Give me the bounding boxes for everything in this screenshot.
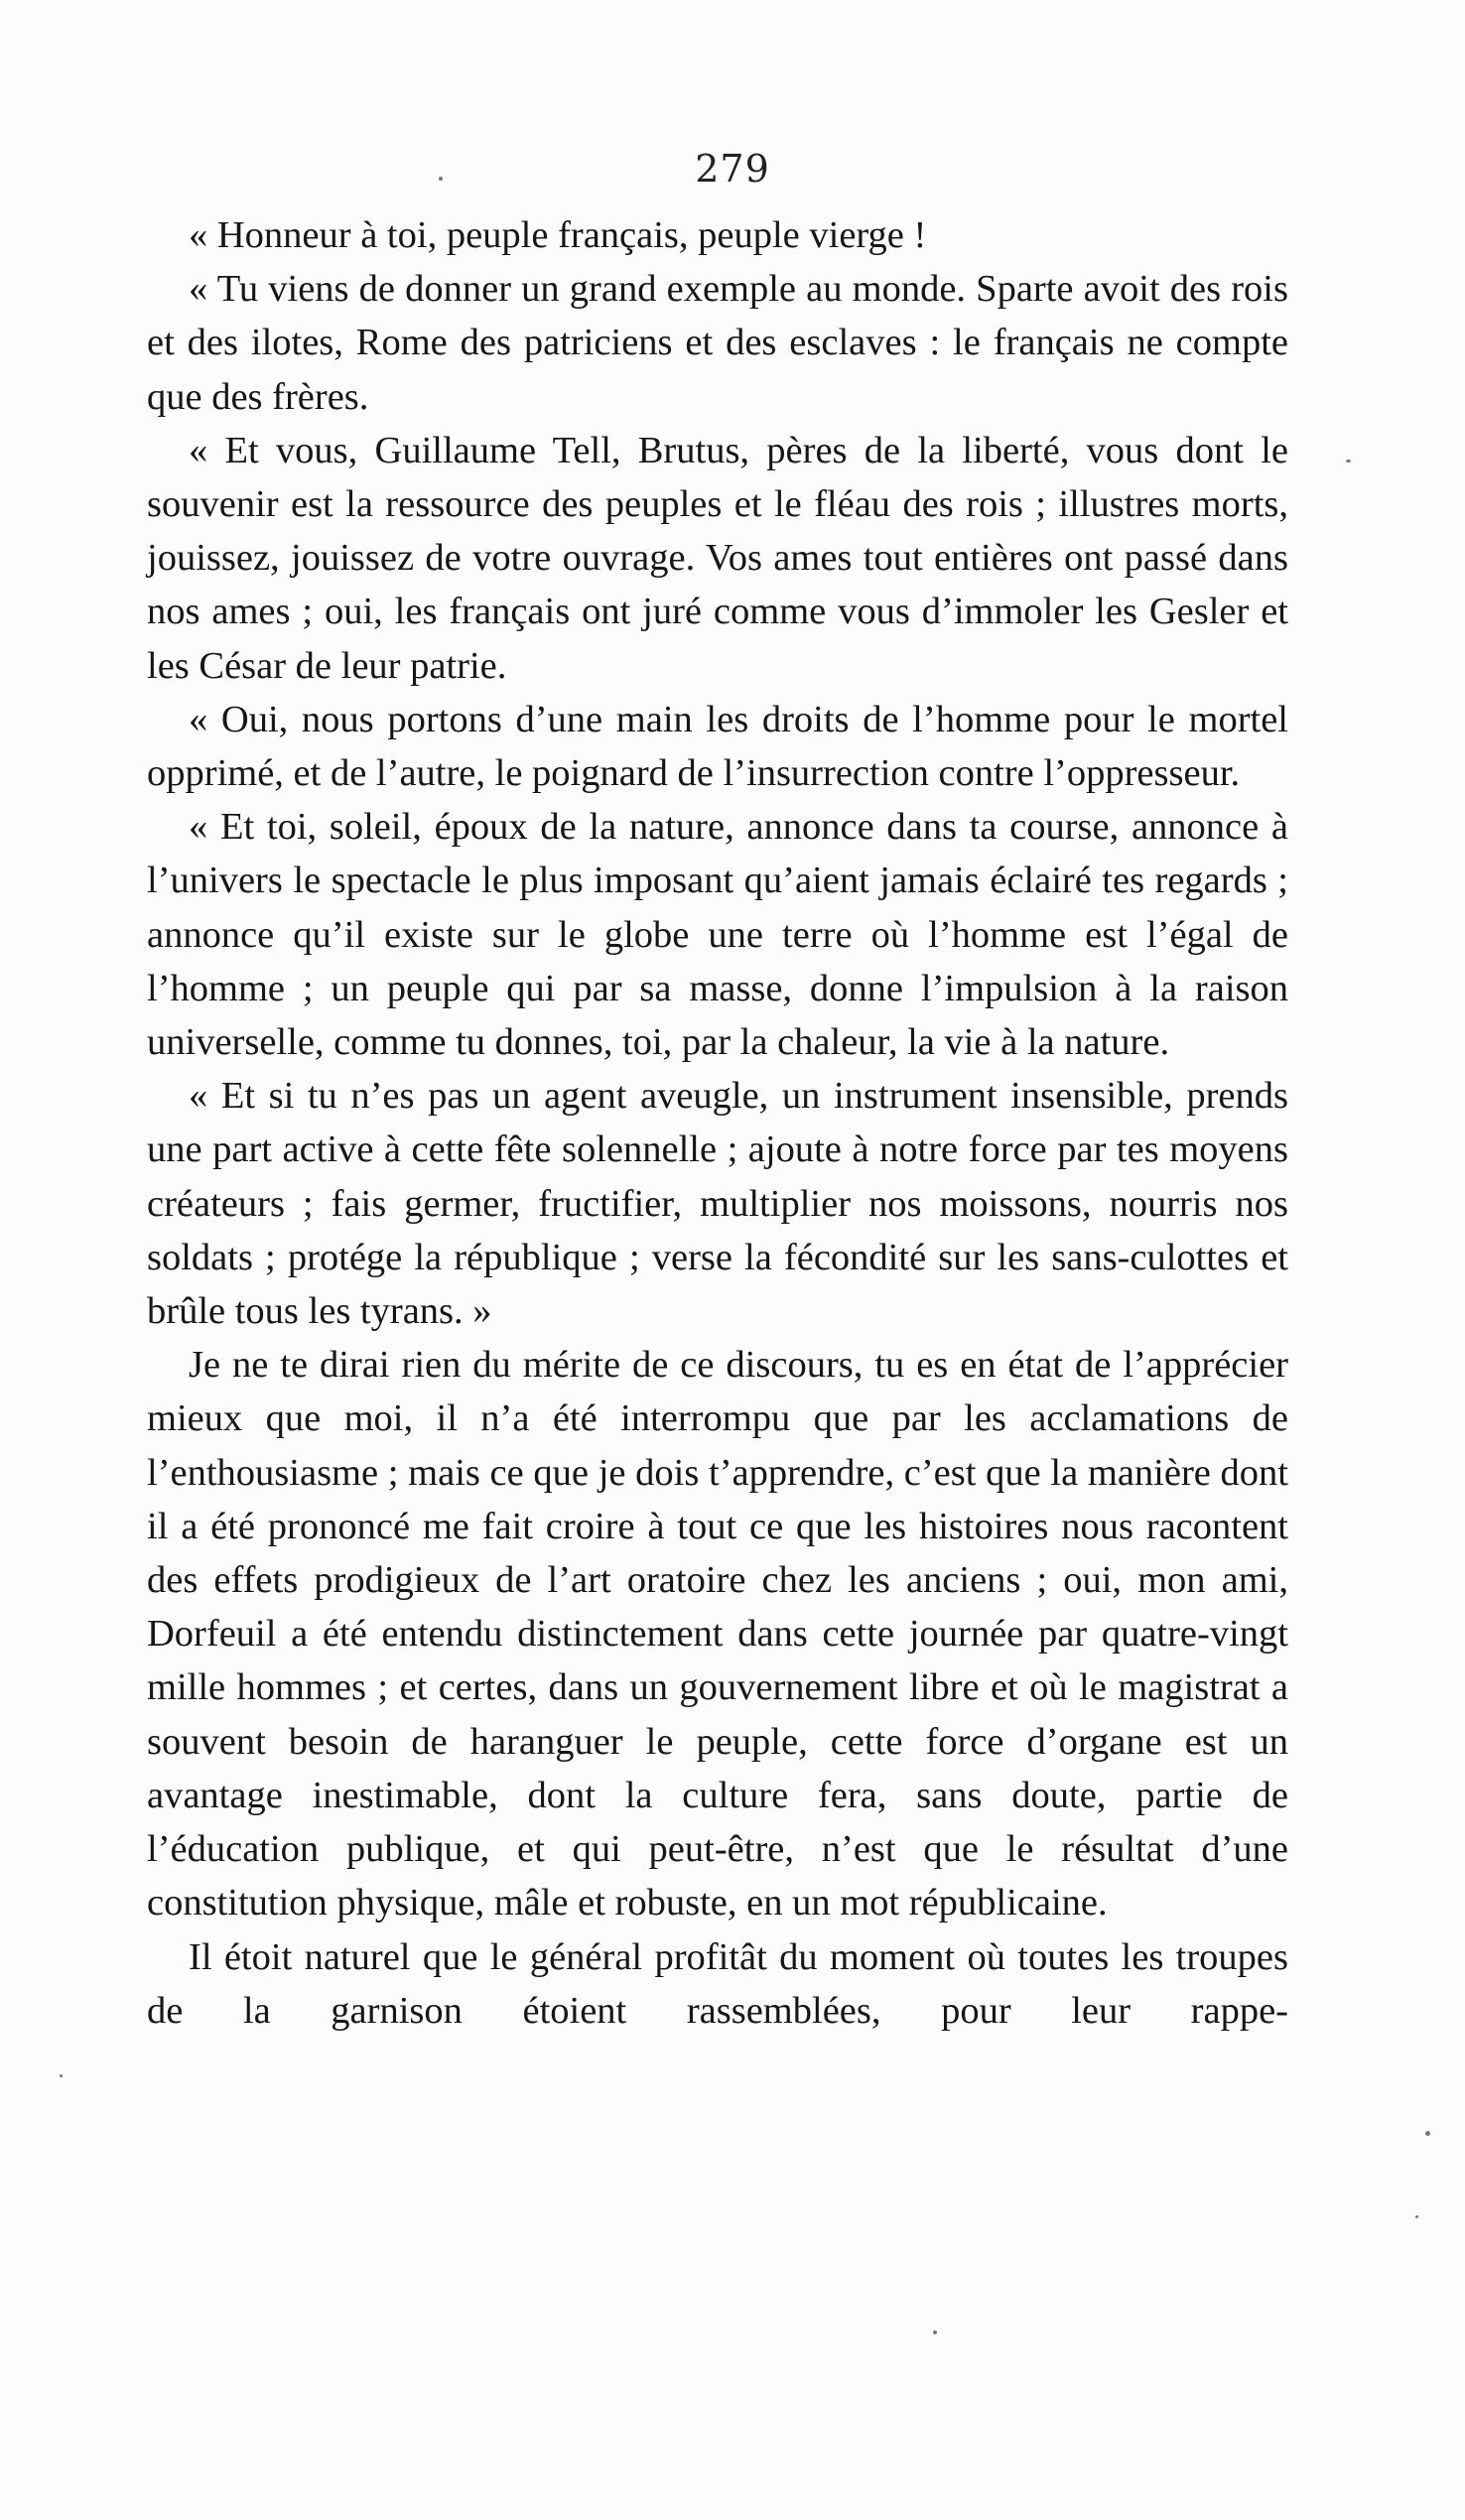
paragraph-3: « Et vous, Guillaume Tell, Brutus, pères de la liberté, vous dont le souvenir est la ressource des peuples et le fléau des rois ; illustres morts, jouissez, jouissez de votre ouvrage. Vos ames tout entières ont passé dans nos ames ; oui, les français ont juré comme vous d’immoler les Gesler et les César de leur patrie. xyxy=(147,429,1288,687)
paragraph-2: « Tu viens de donner un grand exemple au monde. Sparte avoit des rois et des ilotes, Rome des patriciens et des esclaves : le français ne compte que des frères. xyxy=(147,268,1288,418)
paragraph-5: « Et toi, soleil, époux de la nature, annonce dans ta course, annonce à l’univers le spectacle le plus imposant qu’aient jamais éclairé tes regards ; annonce qu’il existe sur le globe une terre où l’homme est l’égal de l’homme ; un peuple qui par sa masse, donne l’impulsion à la raison universelle, comme tu donnes, toi, par la chaleur, la vie à la nature. xyxy=(147,806,1288,1064)
paragraph-6: « Et si tu n’es pas un agent aveugle, un instrument insensible, prends une part active à cette fête solennelle ; ajoute à notre force par tes moyens créateurs ; fais germer, fructifier, multiplier nos moissons, nourris nos soldats ; protége la république ; verse la fécondité sur les sans-culottes et brûle tous les tyrans. » xyxy=(147,1075,1288,1333)
paragraph-8: Il étoit naturel que le général profitât du moment où toutes les troupes de la garnison étoient rassemblées, pour leur rappe- xyxy=(147,1935,1288,2032)
scan-speck xyxy=(60,2074,63,2077)
scan-speck xyxy=(1346,460,1351,463)
body-text xyxy=(147,208,1288,2038)
page-number: 279 xyxy=(695,147,770,191)
scan-speck xyxy=(933,2330,937,2334)
paragraph-4: « Oui, nous portons d’une main les droits de l’homme pour le mortel opprimé, et de l’autre, le poignard de l’insurrection contre l’oppresseur. xyxy=(147,698,1288,795)
scan-speck xyxy=(1425,2131,1430,2136)
scan-speck xyxy=(1415,2215,1418,2218)
scan-speck xyxy=(439,177,443,181)
paragraph-7: Je ne te dirai rien du mérite de ce discours, tu es en état de l’apprécier mieux que moi, il n’a été interrompu que par les acclamations de l’enthousiasme ; mais ce que je dois t’apprendre, c’est que la manière dont il a été prononcé me fait croire à tout ce que les histoires nous racontent des effets prodigieux de l’art oratoire chez les anciens ; oui, mon ami, Dorfeuil a été entendu distinctement dans cette journée par quatre-vingt mille hommes ; et certes, dans un gouvernement libre et où le magistrat a souvent besoin de haranguer le peuple, cette force d’organe est un avantage inestimable, dont la culture fera, sans doute, partie de l’éducation publique, et qui peut-être, n’est que le résultat d’une constitution physique, mâle et robuste, en un mot républicaine. xyxy=(147,1344,1288,1924)
paragraph-1: « Honneur à toi, peuple français, peuple vierge ! xyxy=(189,214,927,256)
